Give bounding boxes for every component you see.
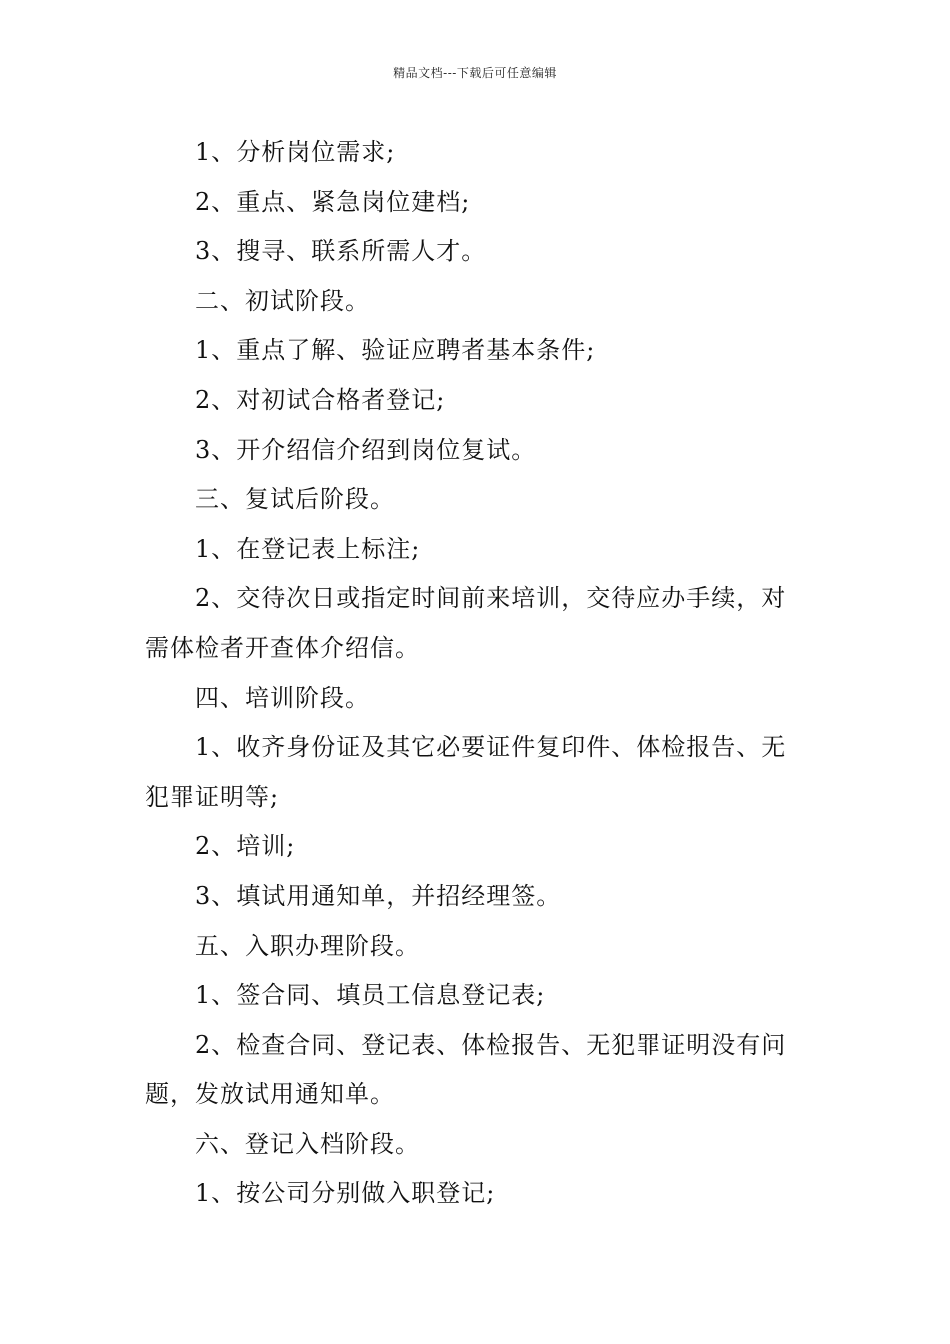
paragraph: 3、填试用通知单，并招经理签。 (195, 881, 562, 910)
section-heading: 四、培训阶段。 (195, 683, 370, 712)
paragraph: 1、按公司分别做入职登记; (195, 1179, 496, 1208)
section-heading: 二、初试阶段。 (195, 286, 370, 315)
section-heading: 五、入职办理阶段。 (195, 931, 420, 960)
paragraph: 1、分析岗位需求; (195, 138, 396, 166)
paragraph: 2、培训; (195, 832, 296, 861)
paragraph: 3、开介绍信介绍到岗位复试。 (195, 435, 537, 464)
paragraph: 2、对初试合格者登记; (195, 385, 446, 414)
document-body (145, 128, 807, 1219)
paragraph: 2、重点、紧急岗位建档; (195, 187, 471, 216)
section-heading: 三、复试后阶段。 (195, 485, 395, 514)
paragraph: 1、收齐身份证及其它必要证件复印件、体检报告、无犯罪证明等; (145, 733, 787, 811)
paragraph: 2、检查合同、登记表、体检报告、无犯罪证明没有问题，发放试用通知单。 (145, 1030, 787, 1109)
paragraph: 1、重点了解、验证应聘者基本条件; (195, 336, 596, 365)
paragraph: 1、在登记表上标注; (195, 534, 421, 563)
paragraph: 3、搜寻、联系所需人才。 (195, 237, 487, 266)
paragraph: 1、签合同、填员工信息登记表; (195, 981, 546, 1010)
paragraph: 2、交待次日或指定时间前来培训，交待应办手续，对需体检者开查体介绍信。 (145, 584, 787, 662)
section-heading: 六、登记入档阶段。 (195, 1129, 420, 1158)
page-header: 精品文档---下载后可任意编辑 (393, 66, 557, 80)
